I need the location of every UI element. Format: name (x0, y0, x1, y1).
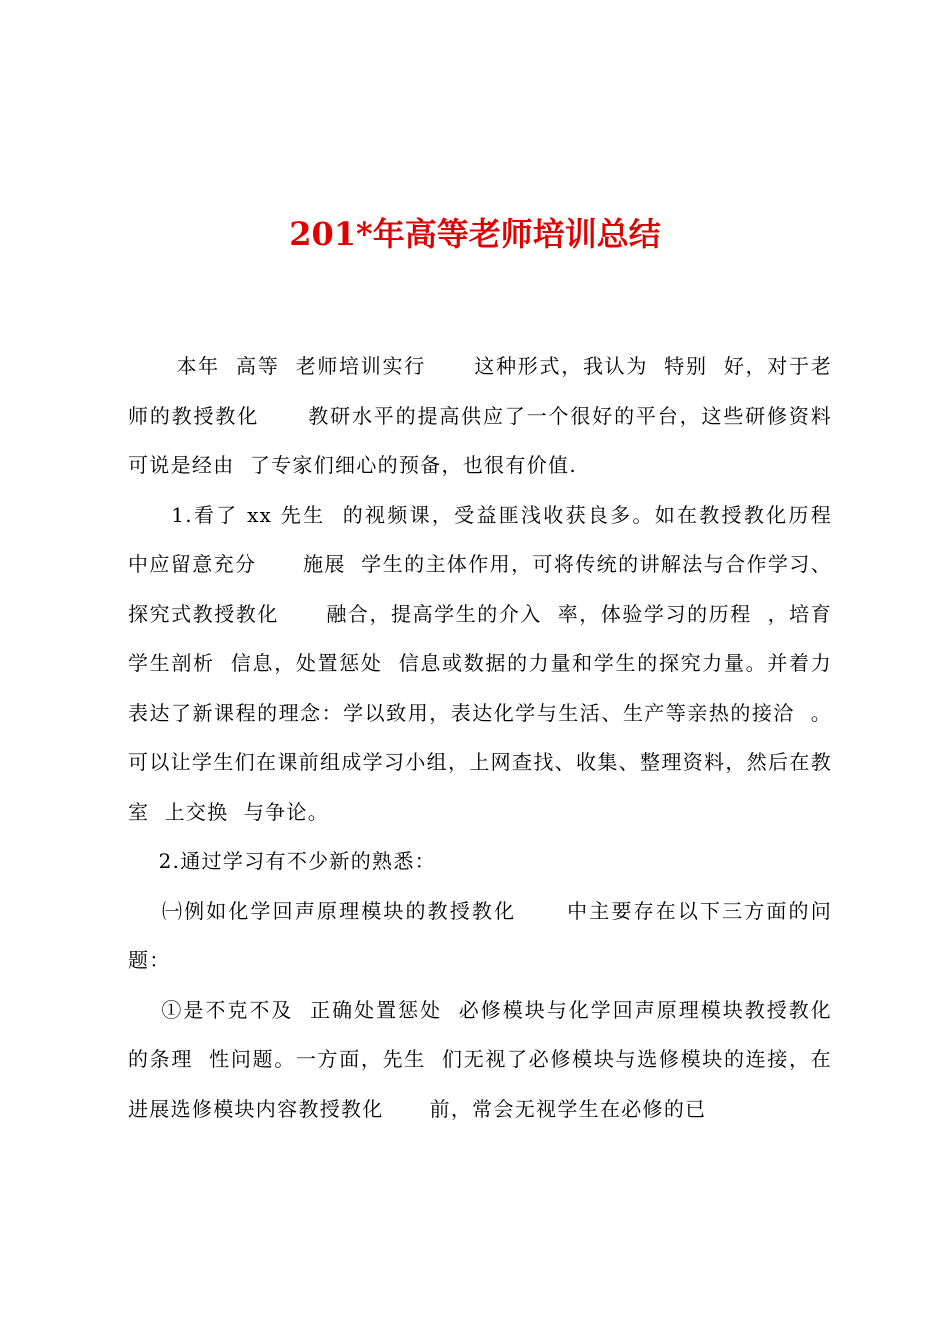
document-body (128, 342, 878, 1134)
paragraph-subpoint-1: ㈠例如化学回声原理模块的教授教化 中主要存在以下三方面的问题： (128, 898, 832, 972)
paragraph-intro: 本年 高等 老师培训实行 这种形式，我认为 特别 好，对于老师的教授教化 教研水平的提高供应了一个很好的平台，这些研修资料 可说是经由 了专家们细心的预备，也很有价值. (128, 354, 848, 477)
paragraph-point-2: 2.通过学习有不少新的熟悉： (128, 849, 436, 873)
document-title: 201*年高等老师培训总结 (289, 215, 661, 253)
paragraph-item-1: ①是不克不及 正确处置惩处 必修模块与化学回声原理模块教授教化 的条理 性问题。一方面，先生 们无视了必修模块与选修模块的连接，在进展选修模块内容教授教化 前，常会无视学生在必修的已 (128, 997, 878, 1121)
paragraph-point-1: 1.看了 xx 先生 的视频课，受益匪浅收获良多。如在教授教化历程 中应留意充分 施展 学生的主体作用，可将传统的讲解法与合作学习、探究式教授教化 融合，提高学生的介入 率，体验学习的历程 ，培育学生剖析 信息，处置惩处 信息或数据的力量和学生的探究力量。并着力表达了新课程的理念：学以致用，表达化学与生活、生产等亲热的接洽 。可以让学生们在课前组成学习小组，上网查找、收集、整理资料，然后在教室 上交换 与争论。 (128, 502, 848, 824)
